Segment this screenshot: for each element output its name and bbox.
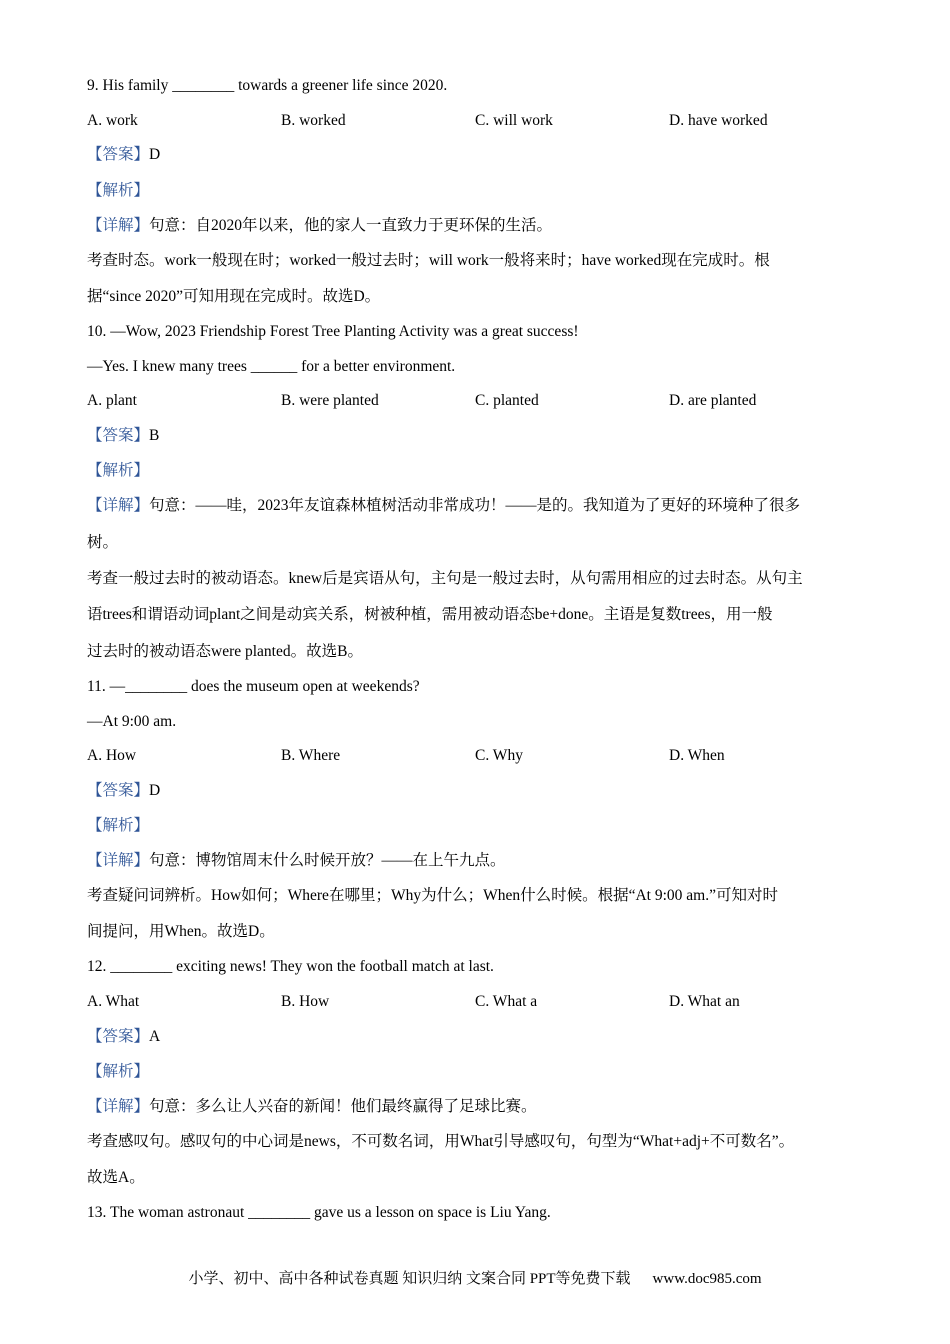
q11-analysis-label: 【解析】 — [87, 817, 150, 834]
detail-label: 【详解】 — [87, 852, 150, 869]
q12-option-b: B. How — [281, 993, 330, 1010]
question-10-stem-reply: —Yes. I knew many trees ______ for a better environment. — [87, 358, 456, 375]
detail-text: 句意：博物馆周末什么时候开放？——在上午九点。 — [149, 852, 506, 869]
answer-label: 【答案】 — [87, 782, 150, 799]
q10-option-d: D. are planted — [669, 392, 757, 409]
page-footer — [0, 1269, 950, 1289]
q11-option-b: B. Where — [281, 747, 341, 764]
q10-explanation-line: 语trees和谓语动词plant之间是动宾关系，树被种植，需用被动语态be+done。主语是复数trees，用一般 — [87, 606, 773, 623]
q11-detail — [87, 851, 506, 871]
question-9-stem: 9. His family ________ towards a greener life since 2020. — [87, 77, 448, 94]
q10-option-b: B. were planted — [281, 392, 379, 409]
detail-label: 【详解】 — [87, 497, 150, 514]
q11-option-d: D. When — [669, 747, 725, 764]
q12-analysis-label: 【解析】 — [87, 1063, 150, 1080]
footer-text: 小学、初中、高中各种试卷真题 知识归纳 文案合同 PPT等免费下载 — [188, 1271, 631, 1287]
q9-answer — [87, 145, 160, 165]
q11-option-a: A. How — [87, 747, 137, 764]
q9-analysis-label: 【解析】 — [87, 182, 150, 199]
q9-explanation-line: 据“since 2020”可知用现在完成时。故选D。 — [87, 288, 381, 305]
answer-value: D — [149, 146, 161, 163]
question-11-stem-reply: —At 9:00 am. — [87, 713, 177, 730]
q10-option-a: A. plant — [87, 392, 137, 409]
q9-option-d: D. have worked — [669, 112, 768, 129]
q12-detail — [87, 1097, 537, 1117]
answer-value: D — [149, 782, 161, 799]
q12-option-a: A. What — [87, 993, 140, 1010]
q10-detail — [87, 496, 800, 516]
q12-explanation-line: 故选A。 — [87, 1169, 145, 1186]
q9-option-b: B. worked — [281, 112, 346, 129]
q12-explanation-line: 考查感叹句。感叹句的中心词是news，不可数名词，用What引导感叹句，句型为“What+adj+不可数名”。 — [87, 1133, 795, 1150]
q9-option-a: A. work — [87, 112, 138, 129]
q12-option-d: D. What an — [669, 993, 740, 1010]
q12-option-c: C. What a — [475, 993, 538, 1010]
q9-detail — [87, 216, 552, 236]
q9-option-c: C. will work — [475, 112, 553, 129]
q11-answer — [87, 781, 160, 801]
answer-value: B — [149, 427, 160, 444]
q10-answer — [87, 426, 159, 446]
q9-explanation-line: 考查时态。work一般现在时；worked一般过去时；will work一般将来时；have worked现在完成时。根 — [87, 252, 770, 269]
question-10-stem: 10. —Wow, 2023 Friendship Forest Tree Planting Activity was a great success! — [87, 323, 579, 340]
q10-detail-cont: 树。 — [87, 534, 119, 551]
q10-analysis-label: 【解析】 — [87, 462, 150, 479]
q10-explanation-line: 过去时的被动语态were planted。故选B。 — [87, 643, 363, 660]
answer-value: A — [149, 1028, 161, 1045]
detail-text: 句意：自2020年以来，他的家人一直致力于更环保的生活。 — [149, 217, 553, 234]
q10-option-c: C. planted — [475, 392, 539, 409]
answer-label: 【答案】 — [87, 1028, 150, 1045]
footer-url[interactable]: www.doc985.com — [652, 1271, 762, 1287]
answer-label: 【答案】 — [87, 427, 150, 444]
detail-text: 句意：——哇，2023年友谊森林植树活动非常成功！——是的。我知道为了更好的环境种了很多 — [149, 497, 801, 514]
q10-explanation-line: 考查一般过去时的被动语态。knew后是宾语从句，主句是一般过去时，从句需用相应的过去时态。从句主 — [87, 570, 803, 587]
q11-explanation-line: 考查疑问词辨析。How如何；Where在哪里；Why为什么；When什么时候。根据“At 9:00 am.”可知对时 — [87, 887, 778, 904]
q11-explanation-line: 间提问，用When。故选D。 — [87, 923, 275, 940]
detail-text: 句意：多么让人兴奋的新闻！他们最终赢得了足球比赛。 — [149, 1098, 537, 1115]
detail-label: 【详解】 — [87, 217, 150, 234]
q12-answer — [87, 1027, 160, 1047]
question-13-stem: 13. The woman astronaut ________ gave us a lesson on space is Liu Yang. — [87, 1204, 551, 1221]
question-12-stem: 12. ________ exciting news! They won the football match at last. — [87, 958, 494, 975]
detail-label: 【详解】 — [87, 1098, 150, 1115]
q11-option-c: C. Why — [475, 747, 523, 764]
answer-label: 【答案】 — [87, 146, 150, 163]
question-11-stem: 11. —________ does the museum open at weekends? — [87, 678, 420, 695]
